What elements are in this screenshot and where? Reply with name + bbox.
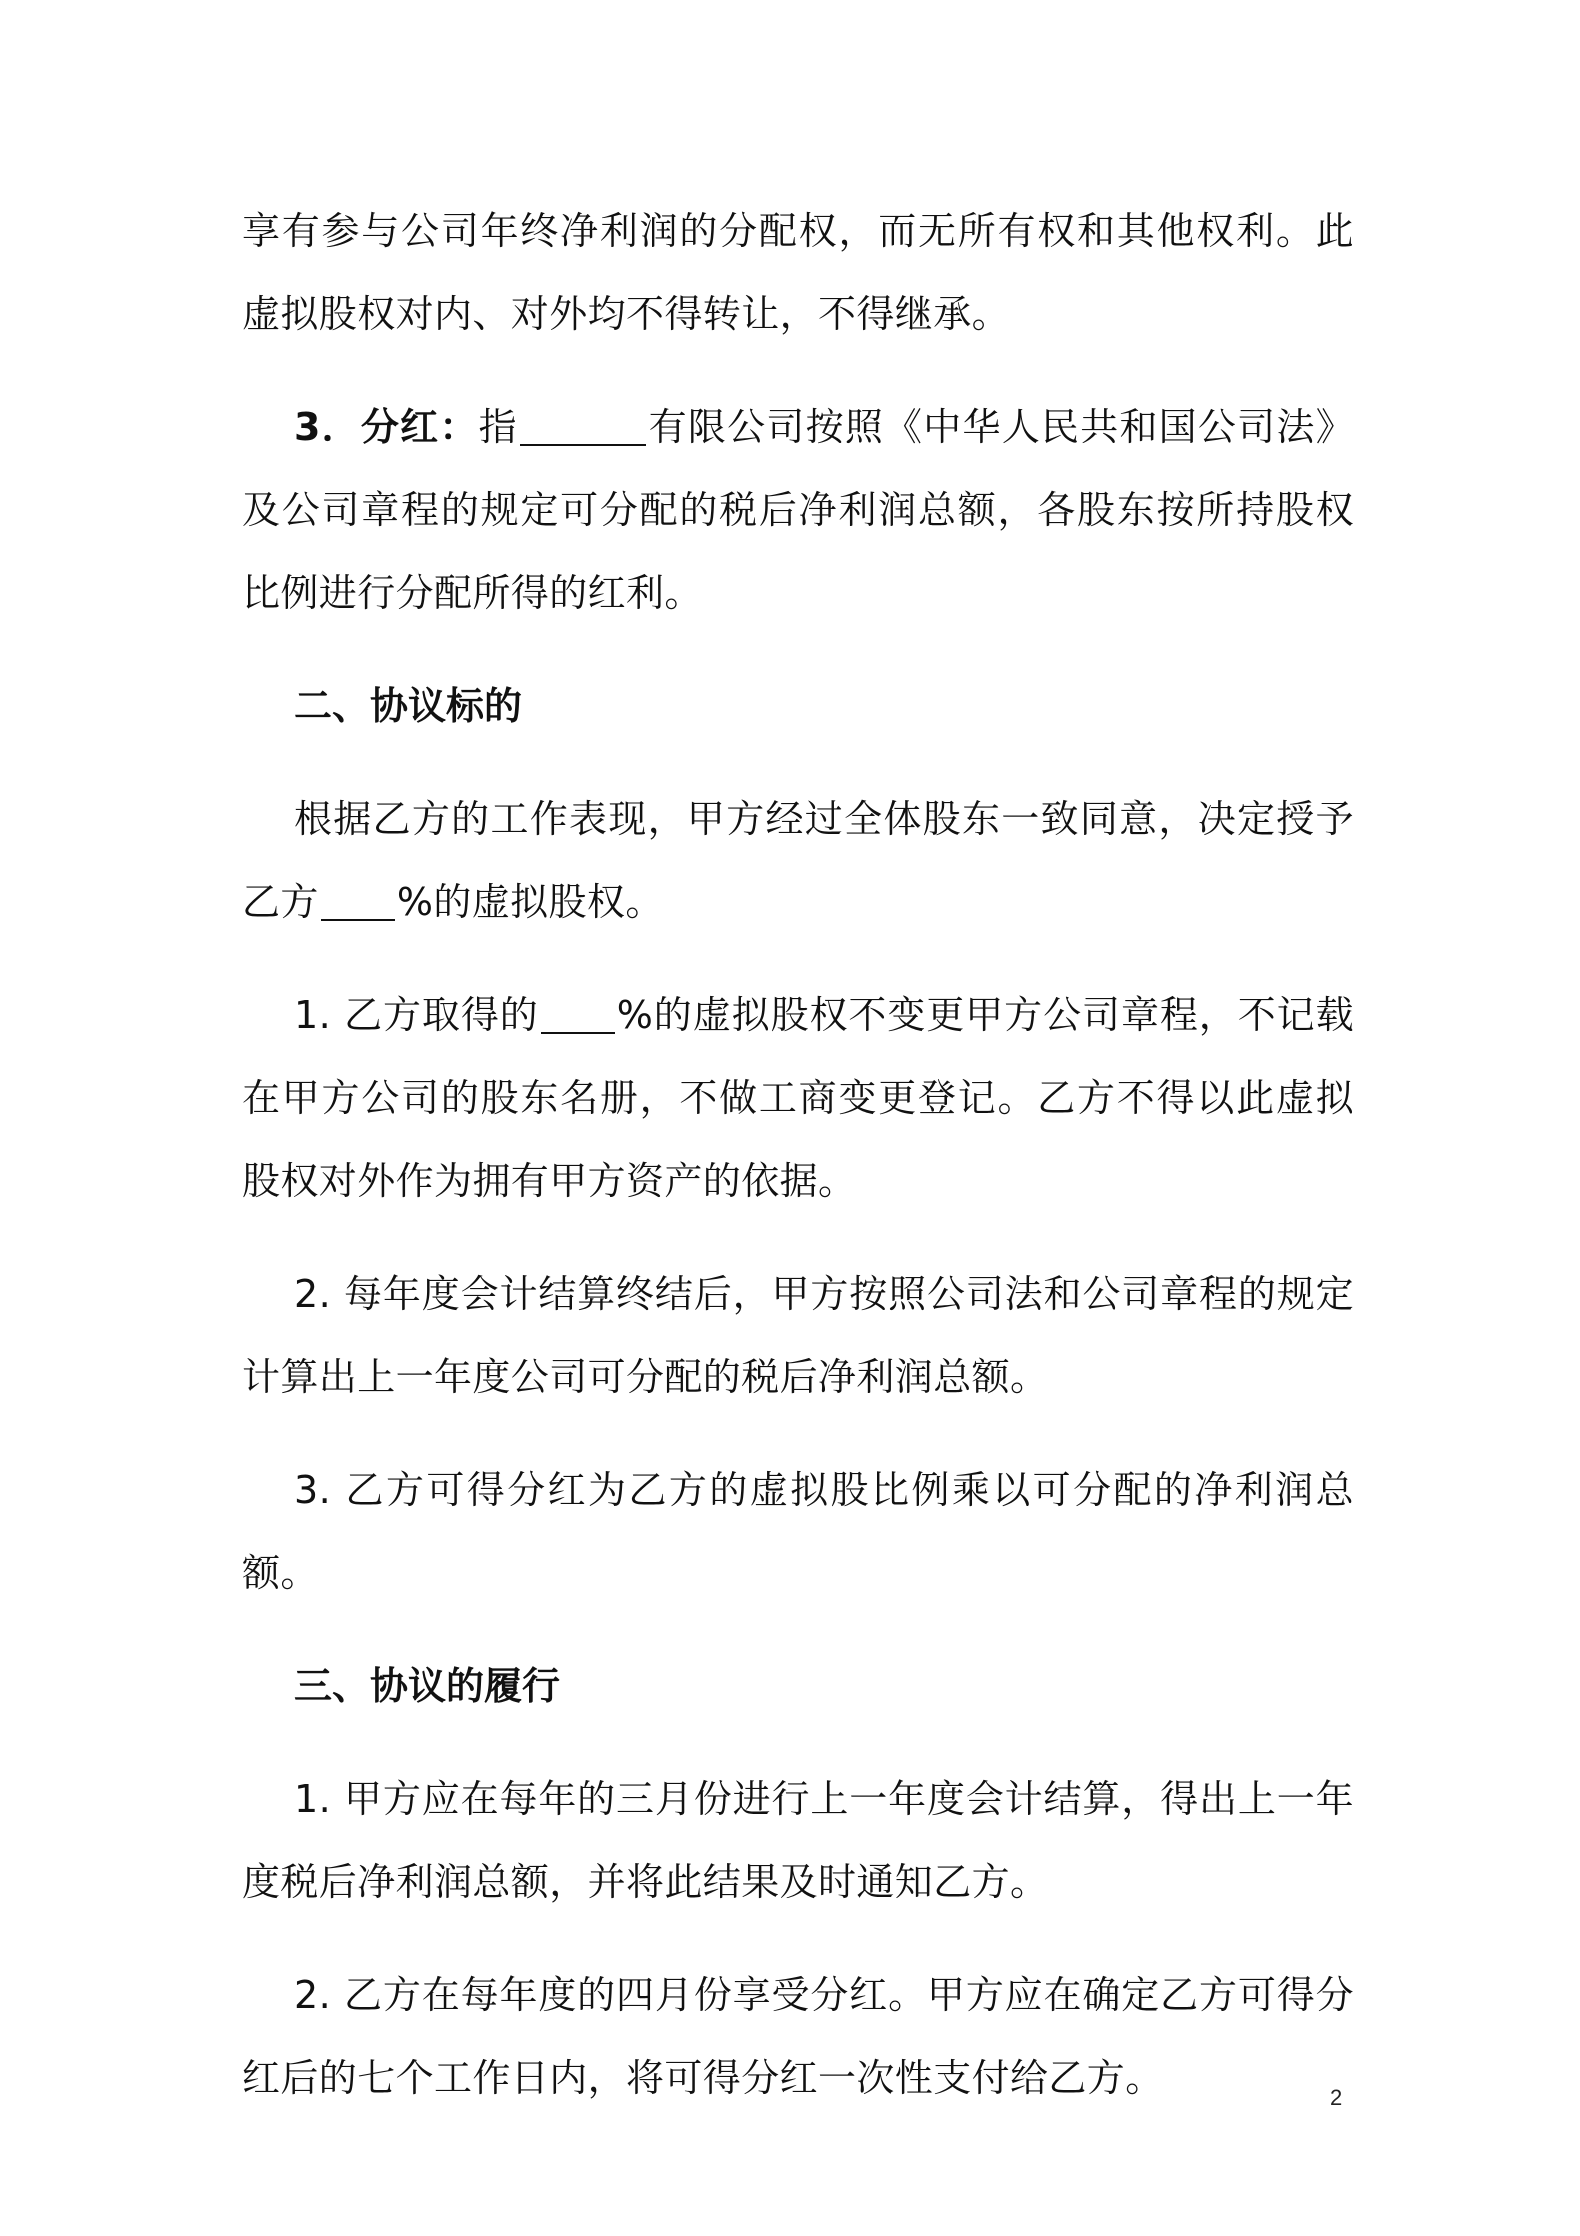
performance-2-text: 2. 乙方在每年度的四月份享受分红。甲方应在确定乙方可得分红后的七个工作日内，将可得分红一次性支付给乙方。 (242, 1973, 1355, 2100)
section-heading-performance: 三、协议的履行 (294, 1664, 561, 1708)
grant-suffix: %的虚拟股权。 (396, 880, 664, 924)
paragraph-dividend-definition (242, 386, 1354, 635)
paragraph-rights (242, 190, 1354, 356)
item-1-suffix: %的虚拟股权不变更甲方公司章程，不记载在甲方公司的股东名册，不做工商变更登记。乙方不得以此虚拟股权对外作为拥有甲方资产的依据。 (242, 993, 1354, 1203)
performance-1-text: 1. 甲方应在每年的三月份进行上一年度会计结算，得出上一年度税后净利润总额，并将此结果及时通知乙方。 (242, 1777, 1355, 1904)
grant-percentage-blank (321, 875, 395, 921)
item-1-percentage-blank (541, 988, 615, 1034)
item-2-text: 2. 每年度会计结算终结后，甲方按照公司法和公司章程的规定计算出上一年度公司可分配的税后净利润总额。 (242, 1272, 1355, 1399)
dividend-label: 3．分红： (294, 405, 479, 449)
document-body (242, 190, 1354, 2150)
paragraph-item-1-registration (242, 974, 1354, 1223)
paragraph-item-2-accounting (242, 1253, 1354, 1419)
page-number: 2 (1330, 2085, 1343, 2110)
dividend-prefix: 指 (478, 405, 518, 449)
paragraph-performance-2 (242, 1954, 1354, 2120)
paragraph-grant (242, 778, 1354, 944)
dividend-suffix: 有限公司按照《中华人民共和国公司法》及公司章程的规定可分配的税后净利润总额，各股东按所持股权比例进行分配所得的红利。 (242, 405, 1354, 615)
paragraph-item-3-dividend (242, 1449, 1354, 1615)
paragraph-performance-1 (242, 1758, 1354, 1924)
paragraph-rights-text: 享有参与公司年终净利润的分配权，而无所有权和其他权利。此虚拟股权对内、对外均不得转让，不得继承。 (242, 209, 1354, 336)
item-3-text: 3. 乙方可得分红为乙方的虚拟股比例乘以可分配的净利润总额。 (242, 1468, 1354, 1595)
company-name-blank (520, 400, 646, 446)
section-heading-agreement-subject: 二、协议标的 (294, 684, 523, 728)
grant-prefix: 根据乙方的工作表现，甲方经过全体股东一致同意，决定授予乙方 (242, 797, 1354, 924)
item-1-prefix: 1. 乙方取得的 (294, 993, 539, 1037)
